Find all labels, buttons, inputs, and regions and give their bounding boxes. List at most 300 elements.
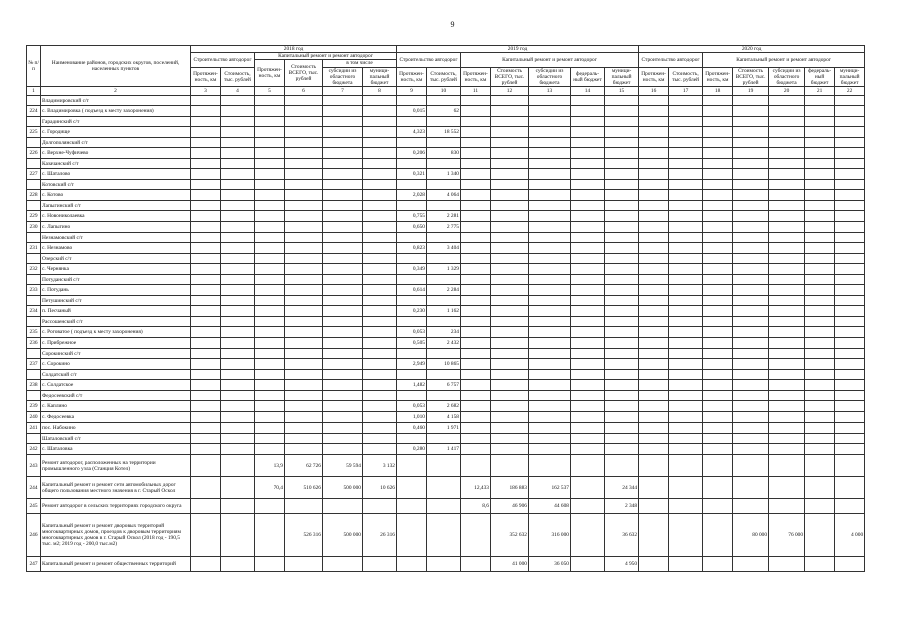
empty-cell: [571, 296, 605, 306]
empty-cell: [285, 285, 323, 296]
table-row: [27, 499, 865, 514]
empty-cell: [255, 117, 285, 127]
empty-cell: [255, 412, 285, 423]
empty-cell: [769, 96, 805, 106]
empty-cell: [805, 159, 835, 169]
empty-cell: [703, 211, 733, 222]
empty-cell: [605, 285, 639, 296]
value-cell: 316 000: [529, 514, 571, 557]
row-name-cell: Капитальный ремонт и ремонт дворовых территорий многоквартирных домов, проездов к дворовым территориям многоквартирных домов в г. Старый Оскол (2018 год - 190,5 тыс. м2; 2019 год - 200,0 тыс.м2): [41, 514, 191, 557]
group-row: [27, 434, 865, 444]
row-number-cell: [27, 349, 41, 359]
empty-cell: [805, 499, 835, 514]
row-number-cell: 228: [27, 190, 41, 201]
group-name: Солдатский с/т: [41, 370, 191, 380]
group-name: Долгополянский с/т: [41, 138, 191, 148]
row-name-cell: с. Новониколаевка: [41, 211, 191, 222]
empty-cell: [529, 148, 571, 159]
table-row: [27, 148, 865, 159]
empty-cell: [835, 477, 865, 499]
empty-cell: [323, 148, 363, 159]
empty-cell: [805, 201, 835, 211]
empty-cell: [669, 117, 703, 127]
empty-cell: [669, 434, 703, 444]
row-number-cell: [27, 317, 41, 327]
table-row: [27, 190, 865, 201]
empty-cell: [427, 499, 461, 514]
table-row: [27, 327, 865, 338]
empty-cell: [605, 233, 639, 243]
value-cell: 186 883: [491, 477, 529, 499]
construction-2020-header: Строительство автодорог: [639, 53, 703, 67]
empty-cell: [835, 338, 865, 349]
row-name-cell: с. Городище: [41, 127, 191, 138]
row-number-cell: [27, 180, 41, 190]
empty-cell: [769, 557, 805, 572]
empty-cell: [285, 117, 323, 127]
empty-cell: [769, 211, 805, 222]
empty-cell: [769, 455, 805, 477]
empty-cell: [221, 477, 255, 499]
empty-cell: [397, 499, 427, 514]
empty-cell: [491, 159, 529, 169]
group-name: Владимировский с/т: [41, 96, 191, 106]
empty-cell: [571, 317, 605, 327]
empty-cell: [639, 190, 669, 201]
empty-cell: [491, 296, 529, 306]
empty-cell: [703, 327, 733, 338]
empty-cell: [191, 117, 221, 127]
length-header: Протяжен-ность, км: [397, 67, 427, 87]
empty-cell: [323, 264, 363, 275]
empty-cell: [529, 169, 571, 180]
empty-cell: [427, 201, 461, 211]
empty-cell: [605, 306, 639, 317]
empty-cell: [805, 477, 835, 499]
empty-cell: [703, 169, 733, 180]
empty-cell: [805, 190, 835, 201]
empty-cell: [285, 412, 323, 423]
column-number: 12: [491, 87, 529, 96]
empty-cell: [605, 359, 639, 370]
empty-cell: [221, 444, 255, 455]
empty-cell: [529, 127, 571, 138]
subsidy-header: субсидии из областного бюджета: [529, 67, 571, 87]
empty-cell: [805, 264, 835, 275]
empty-cell: [605, 455, 639, 477]
empty-cell: [835, 412, 865, 423]
row-number-cell: [27, 391, 41, 401]
empty-cell: [191, 201, 221, 211]
empty-cell: [255, 423, 285, 434]
empty-cell: [605, 96, 639, 106]
empty-cell: [397, 477, 427, 499]
empty-cell: [769, 412, 805, 423]
empty-cell: [605, 412, 639, 423]
empty-cell: [669, 412, 703, 423]
empty-cell: [285, 296, 323, 306]
federal-header: федераль-ный бюджет: [805, 67, 835, 87]
row-number-cell: [27, 233, 41, 243]
empty-cell: [191, 306, 221, 317]
empty-cell: [639, 169, 669, 180]
group-name: Федосеевский с/т: [41, 391, 191, 401]
empty-cell: [669, 380, 703, 391]
empty-cell: [491, 106, 529, 117]
row-number-cell: 244: [27, 477, 41, 499]
empty-cell: [571, 159, 605, 169]
empty-cell: [835, 275, 865, 285]
empty-cell: [605, 190, 639, 201]
empty-cell: [769, 285, 805, 296]
empty-cell: [733, 370, 769, 380]
empty-cell: [363, 423, 397, 434]
empty-cell: [363, 557, 397, 572]
column-number: 6: [285, 87, 323, 96]
empty-cell: [571, 349, 605, 359]
cost-total-header: Стоимость ВСЕГО, тыс. рублей: [491, 67, 529, 87]
empty-cell: [769, 434, 805, 444]
row-name-cell: пос. Набокино: [41, 423, 191, 434]
empty-cell: [221, 264, 255, 275]
group-name: Озерский с/т: [41, 254, 191, 264]
empty-cell: [191, 401, 221, 412]
value-cell: 500 000: [323, 514, 363, 557]
empty-cell: [427, 434, 461, 444]
row-number-cell: [27, 159, 41, 169]
empty-cell: [733, 222, 769, 233]
empty-cell: [605, 211, 639, 222]
empty-cell: [285, 370, 323, 380]
empty-cell: [769, 499, 805, 514]
empty-cell: [605, 275, 639, 285]
empty-cell: [733, 434, 769, 444]
empty-cell: [529, 412, 571, 423]
empty-cell: [769, 264, 805, 275]
empty-cell: [733, 349, 769, 359]
empty-cell: [605, 254, 639, 264]
empty-cell: [571, 338, 605, 349]
row-number-cell: 233: [27, 285, 41, 296]
empty-cell: [769, 477, 805, 499]
table-body: [27, 96, 865, 572]
table-row: [27, 423, 865, 434]
empty-cell: [769, 159, 805, 169]
row-name-cell: Ремонт автодорог, расположенных на территории промышленного узла (Станция Котел): [41, 455, 191, 477]
empty-cell: [323, 317, 363, 327]
empty-cell: [835, 127, 865, 138]
empty-cell: [191, 233, 221, 243]
empty-cell: [363, 222, 397, 233]
empty-cell: [703, 138, 733, 148]
empty-cell: [835, 96, 865, 106]
value-cell: 0,505: [397, 338, 427, 349]
empty-cell: [805, 127, 835, 138]
empty-cell: [529, 222, 571, 233]
empty-cell: [571, 254, 605, 264]
empty-cell: [769, 169, 805, 180]
empty-cell: [805, 117, 835, 127]
municipal-header: муници-пальный бюджет: [363, 67, 397, 87]
subsidy-header: субсидии из областного бюджета: [323, 67, 363, 87]
value-cell: 4 950: [605, 557, 639, 572]
empty-cell: [529, 317, 571, 327]
empty-cell: [571, 222, 605, 233]
group-row: [27, 201, 865, 211]
empty-cell: [529, 306, 571, 317]
empty-cell: [835, 306, 865, 317]
empty-cell: [733, 96, 769, 106]
empty-cell: [571, 306, 605, 317]
empty-cell: [461, 391, 491, 401]
empty-cell: [639, 254, 669, 264]
empty-cell: [639, 285, 669, 296]
row-number-cell: [27, 434, 41, 444]
empty-cell: [835, 455, 865, 477]
empty-cell: [805, 243, 835, 254]
empty-cell: [491, 117, 529, 127]
value-cell: 0,755: [397, 211, 427, 222]
empty-cell: [221, 190, 255, 201]
value-cell: 352 632: [491, 514, 529, 557]
empty-cell: [363, 169, 397, 180]
empty-cell: [639, 264, 669, 275]
empty-cell: [323, 233, 363, 243]
empty-cell: [769, 275, 805, 285]
empty-cell: [805, 296, 835, 306]
empty-cell: [255, 243, 285, 254]
empty-cell: [397, 159, 427, 169]
row-number-cell: [27, 370, 41, 380]
empty-cell: [363, 338, 397, 349]
empty-cell: [363, 243, 397, 254]
empty-cell: [191, 412, 221, 423]
value-cell: 0,280: [397, 444, 427, 455]
row-name-cell: с. Федосеевка: [41, 412, 191, 423]
empty-cell: [363, 370, 397, 380]
empty-cell: [285, 201, 323, 211]
empty-cell: [805, 327, 835, 338]
value-cell: 1,010: [397, 412, 427, 423]
empty-cell: [255, 370, 285, 380]
empty-cell: [221, 359, 255, 370]
empty-cell: [733, 180, 769, 190]
empty-cell: [191, 477, 221, 499]
group-name: Сорокинский с/т: [41, 349, 191, 359]
empty-cell: [769, 148, 805, 159]
empty-cell: [285, 434, 323, 444]
empty-cell: [529, 455, 571, 477]
value-cell: 526 316: [285, 514, 323, 557]
empty-cell: [805, 349, 835, 359]
empty-cell: [221, 423, 255, 434]
empty-cell: [427, 370, 461, 380]
empty-cell: [255, 138, 285, 148]
empty-cell: [669, 359, 703, 370]
empty-cell: [285, 106, 323, 117]
empty-cell: [255, 180, 285, 190]
empty-cell: [363, 117, 397, 127]
empty-cell: [605, 243, 639, 254]
empty-cell: [491, 412, 529, 423]
empty-cell: [605, 317, 639, 327]
empty-cell: [323, 412, 363, 423]
empty-cell: [639, 423, 669, 434]
empty-cell: [733, 243, 769, 254]
empty-cell: [733, 391, 769, 401]
empty-cell: [529, 138, 571, 148]
empty-cell: [805, 359, 835, 370]
table-row: [27, 455, 865, 477]
empty-cell: [669, 275, 703, 285]
empty-cell: [461, 117, 491, 127]
empty-cell: [703, 391, 733, 401]
empty-cell: [669, 190, 703, 201]
empty-cell: [255, 557, 285, 572]
row-number-cell: 230: [27, 222, 41, 233]
empty-cell: [835, 327, 865, 338]
empty-cell: [733, 455, 769, 477]
empty-cell: [703, 455, 733, 477]
empty-cell: [605, 159, 639, 169]
empty-cell: [733, 338, 769, 349]
group-name: Петушинский с/т: [41, 296, 191, 306]
group-name: Шаталовский с/т: [41, 434, 191, 444]
empty-cell: [769, 117, 805, 127]
empty-cell: [529, 211, 571, 222]
empty-cell: [363, 233, 397, 243]
empty-cell: [733, 254, 769, 264]
empty-cell: [191, 444, 221, 455]
empty-cell: [805, 514, 835, 557]
empty-cell: [255, 201, 285, 211]
empty-cell: [805, 434, 835, 444]
empty-cell: [703, 117, 733, 127]
empty-cell: [363, 96, 397, 106]
empty-cell: [363, 254, 397, 264]
empty-cell: [221, 327, 255, 338]
empty-cell: [529, 106, 571, 117]
group-row: [27, 138, 865, 148]
empty-cell: [221, 296, 255, 306]
empty-cell: [191, 338, 221, 349]
empty-cell: [221, 211, 255, 222]
empty-cell: [703, 275, 733, 285]
empty-cell: [255, 159, 285, 169]
length-header: Протяжен-ность, км: [461, 67, 491, 87]
empty-cell: [529, 338, 571, 349]
empty-cell: [285, 159, 323, 169]
empty-cell: [703, 264, 733, 275]
empty-cell: [221, 391, 255, 401]
empty-cell: [285, 317, 323, 327]
empty-cell: [323, 296, 363, 306]
empty-cell: [221, 317, 255, 327]
table-row: [27, 514, 865, 557]
empty-cell: [427, 317, 461, 327]
empty-cell: [397, 391, 427, 401]
empty-cell: [323, 306, 363, 317]
empty-cell: [529, 401, 571, 412]
empty-cell: [669, 201, 703, 211]
value-cell: 830: [427, 148, 461, 159]
empty-cell: [323, 327, 363, 338]
empty-cell: [255, 211, 285, 222]
group-row: [27, 349, 865, 359]
empty-cell: [363, 349, 397, 359]
empty-cell: [323, 127, 363, 138]
empty-cell: [221, 159, 255, 169]
empty-cell: [805, 285, 835, 296]
empty-cell: [639, 138, 669, 148]
empty-cell: [835, 106, 865, 117]
empty-cell: [191, 317, 221, 327]
empty-cell: [491, 455, 529, 477]
empty-cell: [805, 557, 835, 572]
table-row: [27, 285, 865, 296]
empty-cell: [571, 190, 605, 201]
empty-cell: [571, 243, 605, 254]
empty-cell: [835, 370, 865, 380]
row-number-cell: 224: [27, 106, 41, 117]
empty-cell: [639, 211, 669, 222]
empty-cell: [461, 159, 491, 169]
empty-cell: [639, 349, 669, 359]
empty-cell: [639, 359, 669, 370]
empty-cell: [571, 434, 605, 444]
table-row: [27, 557, 865, 572]
column-number: 13: [529, 87, 571, 96]
value-cell: 1,482: [397, 380, 427, 391]
empty-cell: [733, 306, 769, 317]
empty-cell: [191, 423, 221, 434]
column-number: 19: [733, 87, 769, 96]
federal-header: федераль-ный бюджет: [571, 67, 605, 87]
column-number: 3: [191, 87, 221, 96]
empty-cell: [703, 96, 733, 106]
empty-cell: [605, 117, 639, 127]
value-cell: 13,9: [255, 455, 285, 477]
construction-2018-header: Строительство автодорог: [191, 53, 255, 67]
empty-cell: [835, 434, 865, 444]
value-cell: 36 632: [605, 514, 639, 557]
empty-cell: [397, 370, 427, 380]
empty-cell: [397, 117, 427, 127]
empty-cell: [733, 444, 769, 455]
empty-cell: [605, 180, 639, 190]
empty-cell: [769, 233, 805, 243]
empty-cell: [805, 370, 835, 380]
empty-cell: [529, 423, 571, 434]
empty-cell: [191, 349, 221, 359]
value-cell: 0,053: [397, 401, 427, 412]
empty-cell: [427, 159, 461, 169]
empty-cell: [191, 380, 221, 391]
empty-cell: [363, 264, 397, 275]
group-name: Казачанский с/т: [41, 159, 191, 169]
row-number-cell: [27, 117, 41, 127]
empty-cell: [571, 96, 605, 106]
empty-cell: [669, 106, 703, 117]
empty-cell: [491, 222, 529, 233]
empty-cell: [285, 243, 323, 254]
empty-cell: [769, 296, 805, 306]
empty-cell: [491, 423, 529, 434]
row-name-cell: с. Шаталовка: [41, 444, 191, 455]
value-cell: 41 000: [491, 557, 529, 572]
empty-cell: [285, 359, 323, 370]
empty-cell: [605, 349, 639, 359]
